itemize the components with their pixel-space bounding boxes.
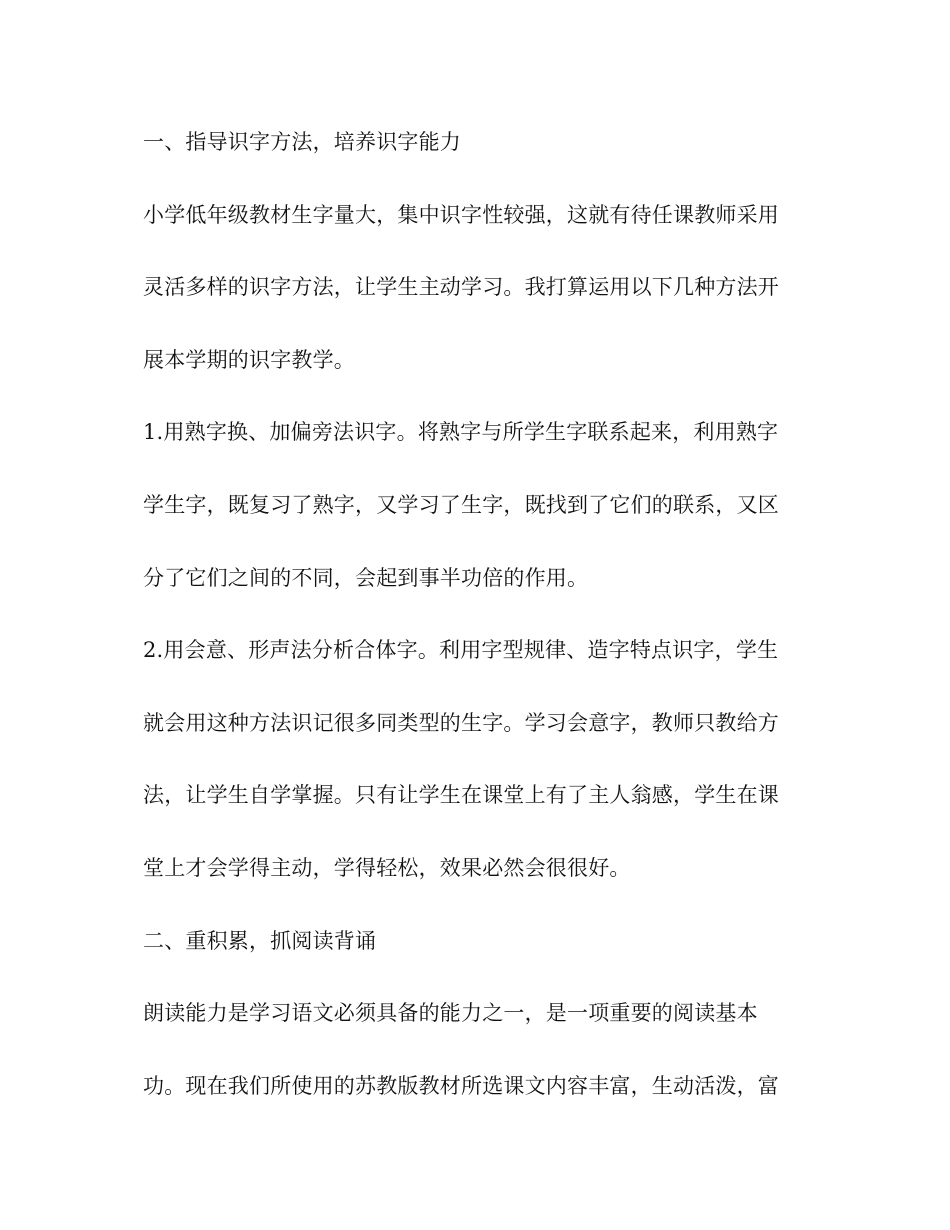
list-item-line: 堂上才会学得主动，学得轻松，效果必然会很很好。 <box>143 855 631 880</box>
list-item-line: 法，让学生自学掌握。只有让学生在课堂上有了主人翁感，学生在课 <box>143 783 779 808</box>
section-heading-literacy: 一、指导识字方法，培养识字能力 <box>143 130 461 154</box>
list-item-line: 学生字，既复习了熟字，又学习了生字，既找到了它们的联系，又区 <box>143 492 779 517</box>
paragraph-line: 小学低年级教材生字量大，集中识字性较强，这就有待任课教师采用 <box>143 202 779 227</box>
list-item-line: 1.用熟字换、加偏旁法识字。将熟字与所学生字联系起来，利用熟字 <box>143 420 779 445</box>
document-body <box>143 124 803 1140</box>
list-item-line: 分了它们之间的不同，会起到事半功倍的作用。 <box>143 565 589 590</box>
list-item-line: 就会用这种方法识记很多同类型的生字。学习会意字，教师只教给方 <box>143 710 779 735</box>
paragraph-line: 功。现在我们所使用的苏教版教材所选课文内容丰富，生动活泼，富 <box>143 1073 779 1098</box>
paragraph-line: 展本学期的识字教学。 <box>143 347 355 372</box>
list-item-line: 2.用会意、形声法分析合体字。利用字型规律、造字特点识字，学生 <box>143 638 779 663</box>
paragraph-line: 灵活多样的识字方法，让学生主动学习。我打算运用以下几种方法开 <box>143 275 779 300</box>
paragraph-line: 朗读能力是学习语文必须具备的能力之一，是一项重要的阅读基本 <box>143 1001 758 1026</box>
section-heading-reading: 二、重积累，抓阅读背诵 <box>143 928 377 953</box>
